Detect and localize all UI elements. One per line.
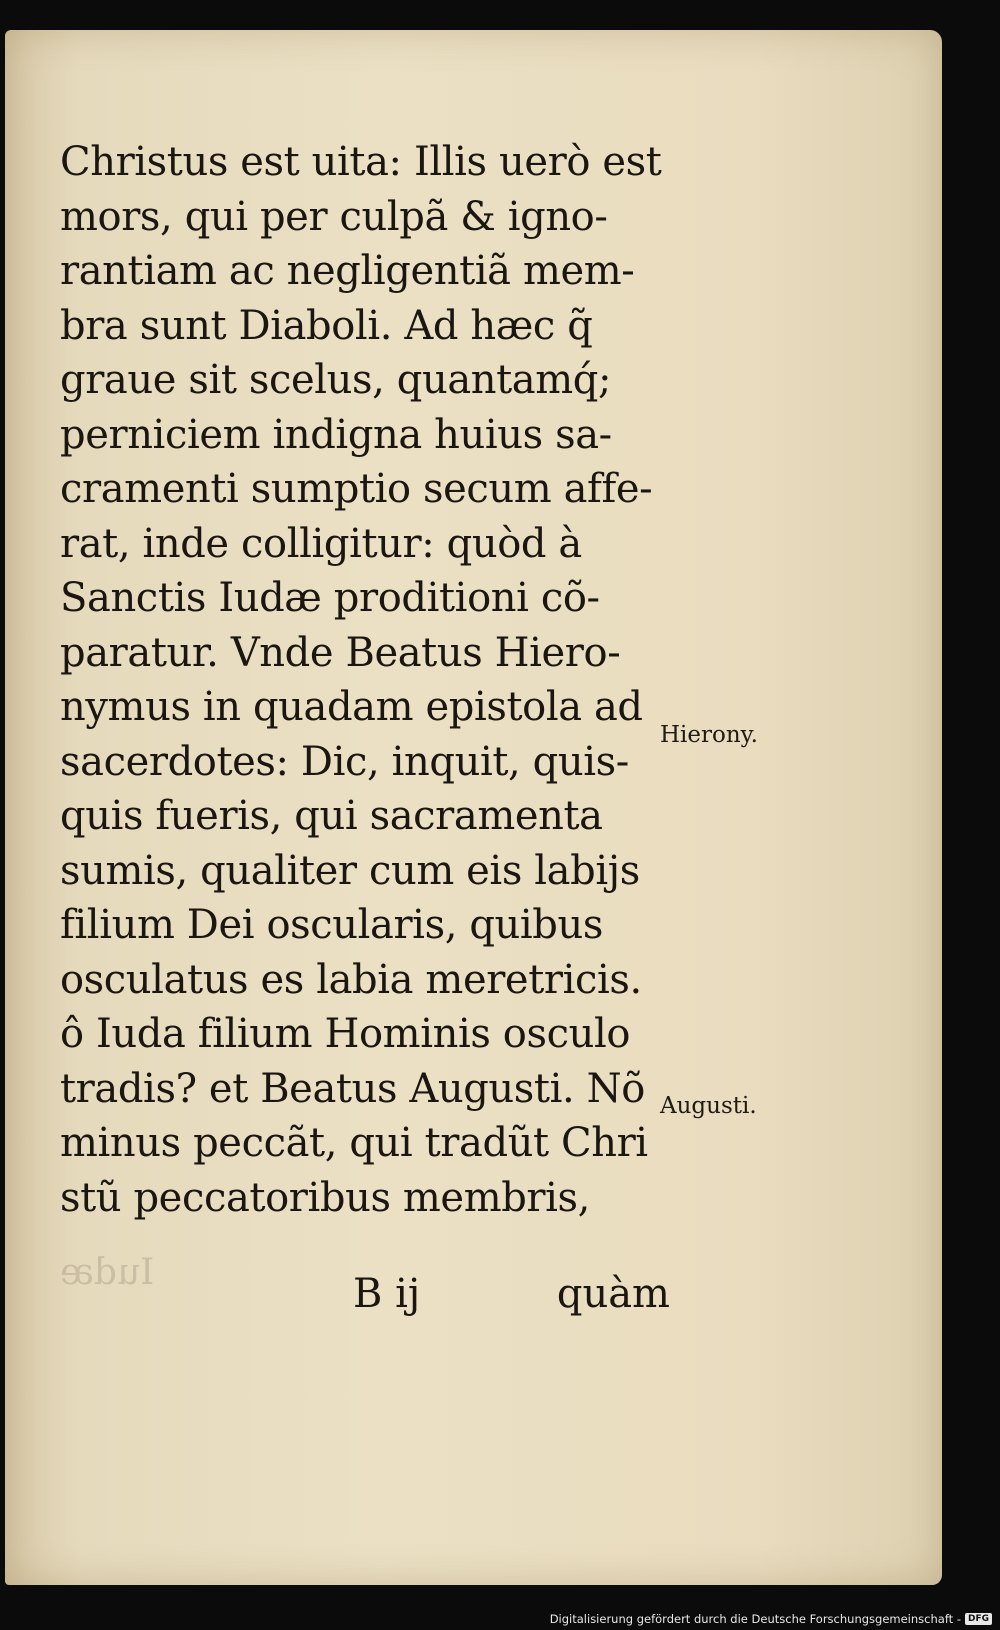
- text-line: cramenti sumptio secum affe-: [60, 466, 653, 512]
- text-line: tradis? et Beatus Augusti. Nõ: [60, 1065, 645, 1112]
- text-line: bra sunt Diaboli. Ad hæc q̃: [60, 302, 593, 349]
- text-line: osculatus es labia meretricis.: [60, 956, 642, 1003]
- text-line: graue sit scelus, quantamq́;: [60, 357, 612, 403]
- credit-text: Digitalisierung gefördert durch die Deutsche Forschungsgemeinschaft -: [549, 1612, 961, 1626]
- marginal-note-augustinus: Augusti.: [660, 1093, 757, 1119]
- text-line: mors, qui per culpã & igno-: [60, 193, 608, 240]
- text-line: perniciem indigna huius sa-: [60, 411, 612, 458]
- text-line: sacerdotes: Dic, inquit, quis-: [60, 738, 629, 785]
- text-line: paratur. Vnde Beatus Hiero-: [60, 629, 621, 676]
- main-text-block: [60, 135, 670, 1225]
- catchword: quàm: [556, 1271, 670, 1317]
- text-line: Sanctis Iudæ proditioni cõ-: [60, 575, 600, 621]
- text-line: rantiam ac negligentiã mem-: [60, 248, 635, 294]
- text-line: sumis, qualiter cum eis labijs: [60, 847, 640, 894]
- text-line: stũ peccatoribus membris,: [60, 1174, 590, 1221]
- marginal-note-hieronymus: Hierony.: [660, 722, 758, 748]
- text-line: filium Dei oscularis, quibus: [60, 902, 603, 948]
- text-line: ô Iuda filium Hominis osculo: [60, 1011, 631, 1057]
- signature-mark: B ij: [353, 1271, 421, 1317]
- text-line: nymus in quadam epistola ad: [60, 684, 643, 730]
- book-page: [5, 30, 942, 1585]
- page-footer: [60, 1266, 670, 1322]
- text-line: minus peccãt, qui tradũt Chri: [60, 1120, 648, 1166]
- dfg-logo-icon: DFG: [965, 1613, 992, 1625]
- digitization-credit: [550, 1612, 992, 1626]
- text-line: quis fueris, qui sacramenta: [60, 793, 603, 839]
- text-line: rat, inde colligitur: quòd à: [60, 520, 582, 567]
- show-through-text: Iudæ: [60, 1252, 155, 1293]
- text-line: Christus est uita: Illis uerò est: [60, 139, 662, 185]
